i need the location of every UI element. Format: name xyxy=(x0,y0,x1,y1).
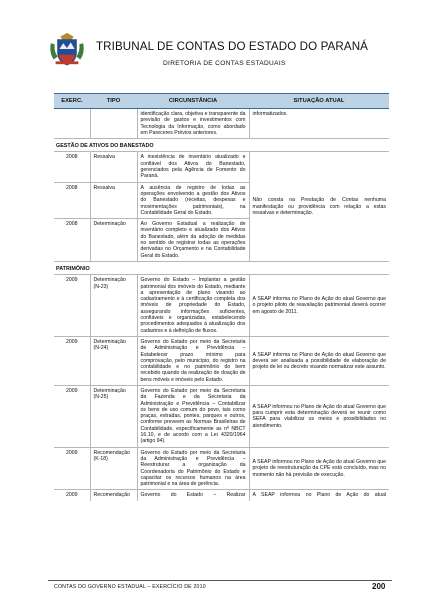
circunstancia-cell: Governo do Estado por meio da Secretaria da Fazenda e da Secretaria da Administração e Previdência – Contabilizar os bens de uso comum do povo, tais como praças, estradas, pontes, parques e outros, conforme preveem as Normas Brasileiras de Contabilidade, especificamente as nº NBCT 16.10, e de acordo com a Lei 4320/1964 (artigo 94). xyxy=(137,385,249,447)
exerc-cell: 2009 xyxy=(54,275,90,337)
footer-divider xyxy=(48,580,392,581)
circunstancia-cell: A inexistência de inventário atualizado e confiável dos Ativos do Banestado, gerenciados pela Agência de Fomento do Paraná. xyxy=(137,152,249,182)
circunstancia-cell: Governo do Estado – Realizar xyxy=(137,490,249,501)
situacao-cell: A SEAP informou no Plano de Ação do atual Governo que projeto de reestruturação da CPE está concluído, mas no momento não há previsão de execução. xyxy=(249,447,389,490)
exerc-cell: 2009 xyxy=(65,492,78,499)
circunstancia-cell: Ao Governo Estadual a realização de inventário completo e atualizado dos Ativos do Banestado, além da adoção de medidas no sentido de registrar todas as operações derivadas no Orçamento e na Contabilidade Geral do Estado. xyxy=(137,219,249,262)
section-title: PATRIMÔNIO xyxy=(54,261,389,274)
table-row xyxy=(54,385,389,447)
tipo-code: (N-24) xyxy=(93,345,109,352)
exerc-cell: 2008 xyxy=(54,219,90,262)
situacao-cell: informatizados. xyxy=(249,109,389,139)
circunstancia-cell: A ausência de registro de todas as operações envolvendo a gestão dos Ativos do Banestado (receitas, despesas e movimentações patrimoniais), na Contabilidade Geral do Estado. xyxy=(137,182,249,218)
table-row xyxy=(54,490,389,501)
situacao-cell: A SEAP informou no Plano de Ação do atual xyxy=(249,490,389,501)
table-row xyxy=(54,152,389,182)
section-header-row xyxy=(54,261,389,274)
tipo-cell: Ressalva xyxy=(90,152,137,182)
tipo-label: Determinação xyxy=(93,338,126,345)
section-title: GESTÃO DE ATIVOS DO BANESTADO xyxy=(54,139,389,152)
situacao-cell: Não consta na Prestação de Contas nenhuma manifestação ou providência com relação a estas ressalvas e determinação. xyxy=(249,152,389,261)
tipo-cell xyxy=(90,336,137,385)
table-row xyxy=(54,336,389,385)
page-subtitle: DIRETORIA DE CONTAS ESTADUAIS xyxy=(163,60,286,67)
table-row xyxy=(54,447,389,490)
footer-text: CONTAS DO GOVERNO ESTADUAL – EXERCÍCIO DE 2010 xyxy=(54,584,206,590)
tipo-cell xyxy=(90,275,137,337)
page-number: 200 xyxy=(372,582,386,591)
tipo-cell: Recomendação xyxy=(90,490,137,501)
section-header-row xyxy=(54,139,389,152)
exerc-cell: 2009 xyxy=(54,385,90,447)
table-row xyxy=(54,109,389,139)
tipo-label: Recomendação xyxy=(93,449,130,456)
tipo-code: (N-23) xyxy=(93,283,109,290)
circunstancia-cell: Governo do Estado por meio da Secretaria da Administração e Previdência – Reestruturar a organização da Coordenadoria do Patrimônio do Estado e capacitar os recursos humanos na área patrimonial e na área de gerência. xyxy=(137,447,249,490)
tipo-cell xyxy=(90,447,137,490)
exerc-cell: 2008 xyxy=(54,152,90,182)
column-header-tipo: TIPO xyxy=(90,94,137,109)
table-header-row xyxy=(54,94,389,109)
column-header-circunstancia: CIRCUNSTÂNCIA xyxy=(137,94,249,109)
circunstancia-cell: Governo do Estado – Implantar a gestão patrimonial dos imóveis do Estado, mediante a apresentação de plano visando ao cadastramento e à certificação completa dos imóveis de propriedade do Estado, assegurando informações suficientes, confiáveis e organizadas, estabelecendo procedimentos adequados à atualização dos cadastros e à definição de fluxos. xyxy=(137,275,249,337)
situacao-cell: A SEAP informou no Plano de Ação do atual Governo que para cumprir esta determinação deverá se reunir como SEFA para viabilizar os meios e possibilidades no atendimento. xyxy=(249,385,389,447)
tipo-cell: Ressalva xyxy=(90,182,137,218)
tipo-cell: Determinação xyxy=(90,219,137,262)
exerc-cell: 2009 xyxy=(54,336,90,385)
exerc-cell: 2009 xyxy=(54,447,90,490)
recommendations-table xyxy=(54,93,389,501)
column-header-exerc: EXERC. xyxy=(54,94,90,109)
situacao-cell: A SEAP informa no Plano de Ação do atual Governo que deverá ser analisada a possibilidade de elaboração de projeto de lei ou decreto visando normatizar este assunto. xyxy=(249,336,389,385)
table-row xyxy=(54,275,389,337)
tipo-label: Determinação xyxy=(93,277,126,284)
situacao-cell: A SEAP informa no Plano de Ação do atual Governo que o projeto piloto de reavaliação patrimonial deverá ocorrer em agosto de 2011. xyxy=(249,275,389,337)
parana-coat-of-arms-icon xyxy=(48,30,86,68)
tipo-code: (N-25) xyxy=(93,394,109,401)
column-header-situacao: SITUAÇÃO ATUAL xyxy=(249,94,389,109)
tipo-cell xyxy=(90,385,137,447)
tipo-code: (K-18) xyxy=(93,455,108,462)
circunstancia-cell: Governo do Estado por meio da Secretaria de Administração e Previdência – Estabelecer prazo mínimo para comprovação, pelo município, do registro na contabilidade e no patrimônio do bem recebido quando da realização de doação de bens móveis e imóveis pelo Estado. xyxy=(137,336,249,385)
tipo-label: Determinação xyxy=(93,387,126,394)
circunstancia-cell: identificação clara, objetiva e transparente da previsão de gastos e investimentos com Tecnologia da Informação, como abordado em Pareceres Prévios anteriores. xyxy=(137,109,249,139)
exerc-cell: 2008 xyxy=(54,182,90,218)
page-title: TRIBUNAL DE CONTAS DO ESTADO DO PARANÁ xyxy=(96,40,368,53)
